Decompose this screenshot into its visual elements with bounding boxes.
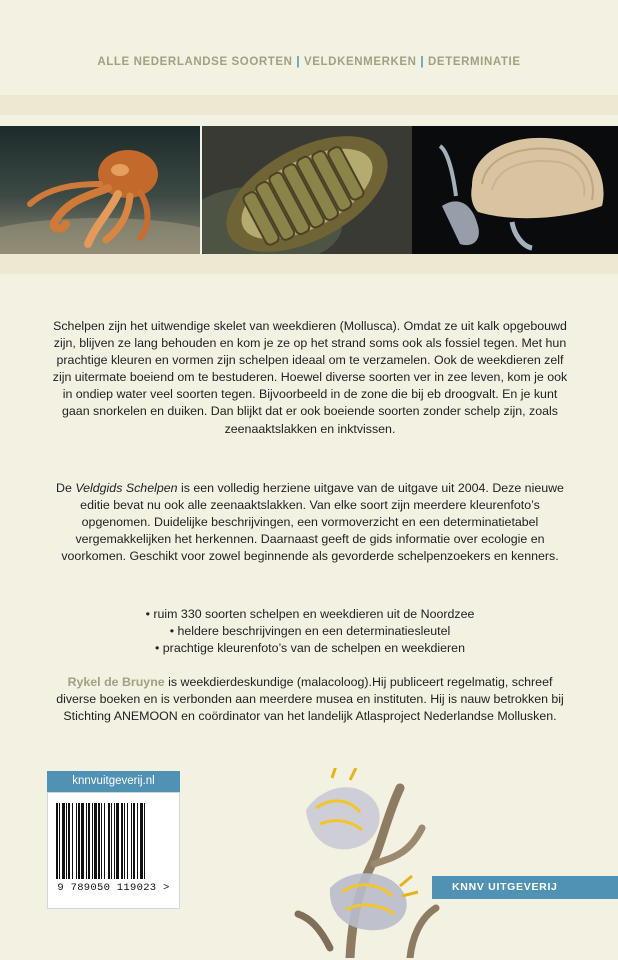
- barcode-bar: [104, 803, 105, 879]
- barcode-bar: [86, 803, 87, 879]
- tagline-species: ALLE NEDERLANDSE SOORTEN: [97, 56, 293, 68]
- barcode-bar: [66, 803, 67, 879]
- barcode-bar: [88, 803, 90, 879]
- description-body: is een volledig herziene uitgave van de uitgave uit 2004. Deze nieuwe editie bevat nu ook alle zeenaaktslakken. Van elke soort zijn meerdere kleurenfoto’s opgenomen. Duidelijke beschrijvingen, een vormoverzicht en een determinatietabel vergemakkelijken het herkennen. Daarnaast geeft de gids informatie over ecologie en voorkomen. Geschikt voor zowel beginnende als gevorderde schelpenzoekers en kenners.: [61, 481, 564, 564]
- barcode-bars: [56, 803, 171, 879]
- tagline-separator: |: [296, 56, 301, 68]
- description-prefix: De: [56, 481, 76, 495]
- barcode-bar: [76, 803, 77, 879]
- barcode-bar: [98, 803, 100, 879]
- decorative-band-top: [0, 95, 618, 115]
- author-name: Rykel de Bruyne: [67, 675, 165, 689]
- barcode-bar: [72, 803, 73, 879]
- barcode-bar: [78, 803, 80, 879]
- octopus-photo: [0, 126, 200, 254]
- barcode-bar: [101, 803, 102, 879]
- isbn-number: 9 789050 119023 >: [57, 882, 170, 894]
- description-paragraph: [50, 480, 570, 565]
- tagline-identification: DETERMINATIE: [428, 56, 521, 68]
- barcode-bar: [59, 803, 60, 879]
- barcode-bar: [127, 803, 128, 879]
- author-bio: [50, 674, 570, 725]
- barcode-bar: [121, 803, 123, 879]
- feature-item: • prachtige kleurenfoto’s van de schelpen en weekdieren: [155, 641, 465, 656]
- tagline-field-marks: VELDKENMERKEN: [304, 56, 417, 68]
- barcode-bar: [144, 803, 145, 879]
- photo-strip: [0, 126, 618, 254]
- barcode-bar: [131, 803, 132, 879]
- website-link[interactable]: knnvuitgeverij.nl: [47, 771, 180, 792]
- feature-item: • ruim 330 soorten schelpen en weekdieren uit de Noordzee: [145, 607, 475, 621]
- publisher-label: KNNV UITGEVERIJ: [432, 876, 618, 899]
- barcode-bar: [140, 803, 143, 879]
- bivalve-photo: [412, 126, 618, 254]
- barcode-bar: [116, 803, 119, 879]
- chiton-photo: [202, 126, 412, 254]
- book-title: Veldgids Schelpen: [75, 481, 178, 495]
- barcode-bar: [62, 803, 65, 879]
- feature-list: [50, 606, 570, 657]
- barcode-bar: [68, 803, 70, 879]
- decorative-band-bottom: [0, 254, 618, 274]
- barcode-bar: [108, 803, 110, 879]
- sea-slug-illustration: [290, 768, 440, 958]
- barcode-bar: [137, 803, 138, 879]
- barcode-bar: [56, 803, 58, 879]
- barcode-bar: [114, 803, 115, 879]
- barcode-bar: [124, 803, 125, 879]
- series-tagline: [0, 56, 618, 68]
- barcode-bar: [94, 803, 97, 879]
- barcode-bar: [81, 803, 84, 879]
- intro-paragraph: Schelpen zijn het uitwendige skelet van weekdieren (Mollusca). Omdat ze uit kalk opgebouwd zijn, blijven ze lang behouden en kom je ze op het strand soms ook als fossiel tegen. Met hun prachtige kleuren en vormen zijn schelpen ideaal om te verzamelen. Ook de weekdieren zelf zijn uitermate boeiend om te bestuderen. Hoewel diverse soorten ver in zee leven, kom je ook in ondiep water veel soorten tegen. Bijvoorbeeld in de zone die bij eb droogvalt. En je kunt gaan snorkelen en duiken. Dan blijkt dat er ook boeiende soorten zonder schelp zijn, zoals zeenaaktslakken en inktvissen.: [52, 319, 568, 436]
- tagline-separator: |: [420, 56, 425, 68]
- author-bio-text: is weekdierdeskundige (malacoloog).Hij publiceert regelmatig, schreef diverse boeken en is verbonden aan meerdere musea en instituten. Hij is nauw betrokken bij Stichting ANEMOON en coördinator van het landelijk Atlasproject Nederlandse Mollusken.: [56, 675, 564, 724]
- barcode-bar: [133, 803, 135, 879]
- barcode-bar: [111, 803, 112, 879]
- feature-item: • heldere beschrijvingen en een determinatiesleutel: [169, 624, 451, 639]
- barcode-bar: [92, 803, 93, 879]
- barcode: [47, 792, 180, 909]
